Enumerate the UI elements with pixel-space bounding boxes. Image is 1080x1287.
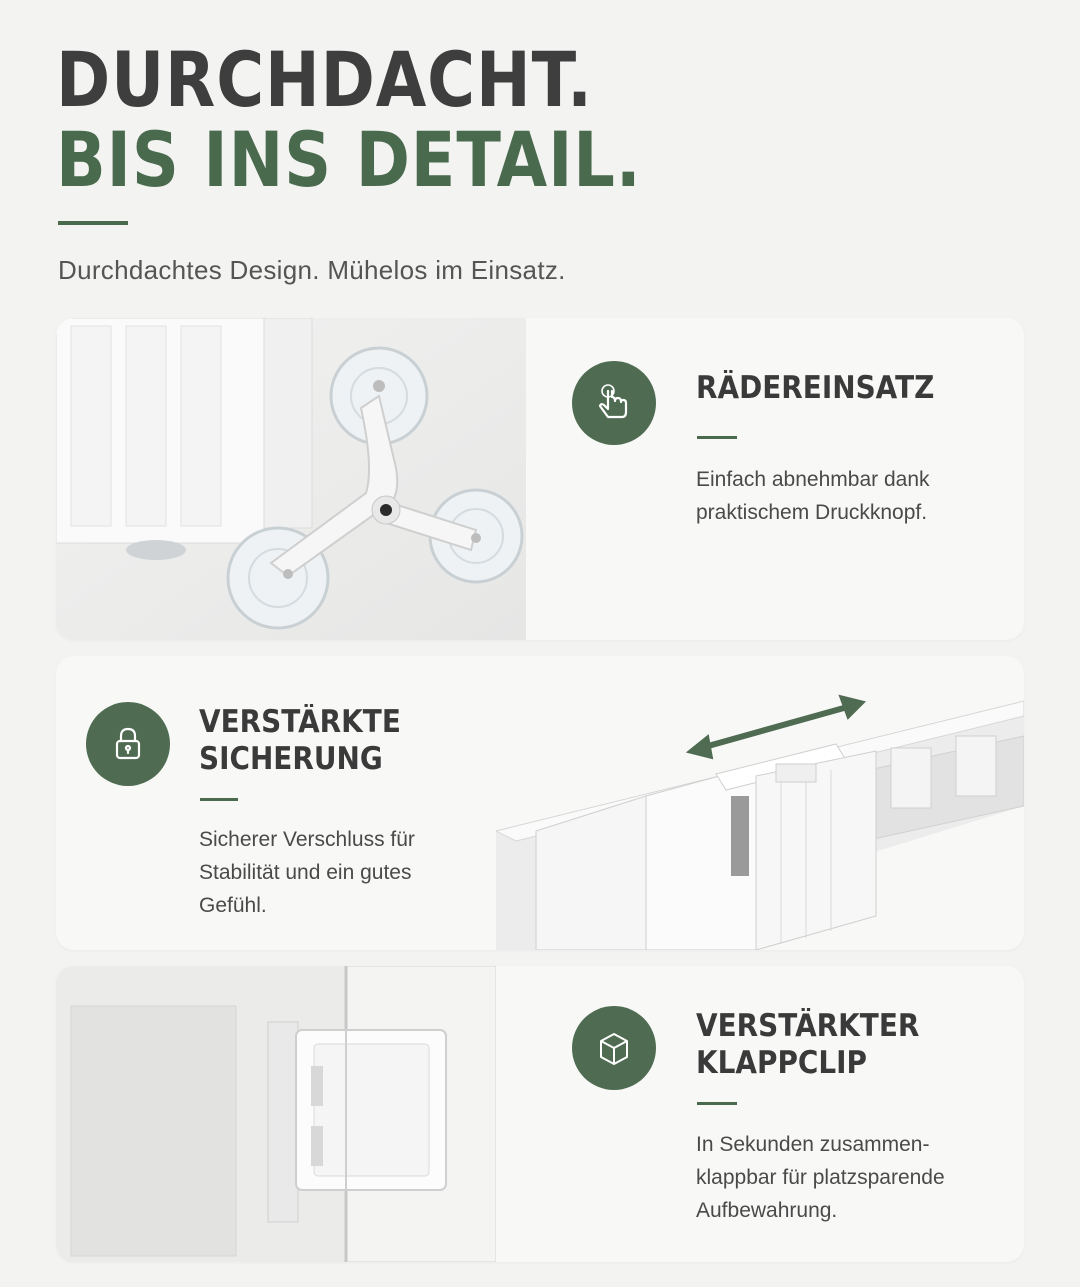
clip-illustration: [56, 966, 496, 1262]
feature-accent-line: [697, 436, 737, 439]
feature-card-clip: [56, 966, 1024, 1262]
desc-line: Einfach abnehmbar dank: [696, 468, 930, 491]
hand-pointer-icon: [572, 361, 656, 445]
feature-desc-lock: [199, 823, 415, 922]
feature-accent-line: [697, 1102, 737, 1105]
header-accent-line: [58, 221, 128, 225]
feature-card-lock: [56, 656, 1024, 950]
desc-line: praktischem Druckknopf.: [696, 501, 928, 524]
feature-desc-wheels: [696, 463, 930, 529]
title-line: VERSTÄRKTE: [199, 704, 401, 740]
lock-photo: [496, 656, 1024, 950]
feature-accent-line: [200, 798, 238, 801]
feature-card-wheels: [56, 318, 1024, 640]
desc-line: Gefühl.: [199, 894, 267, 917]
feature-title-wheels: [696, 370, 934, 407]
desc-line: In Sekunden zusammen-: [696, 1133, 930, 1156]
lock-illustration: [496, 656, 1024, 950]
page-headline: [56, 35, 642, 204]
feature-title-clip: [696, 1008, 919, 1082]
lock-icon: [86, 702, 170, 786]
feature-title-lock: [199, 704, 401, 778]
wheel-illustration: [56, 318, 526, 640]
desc-line: Aufbewahrung.: [696, 1199, 838, 1222]
title-line: VERSTÄRKTER: [696, 1008, 920, 1044]
desc-line: klappbar für platzsparende: [696, 1166, 945, 1189]
cube-icon: [572, 1006, 656, 1090]
title-line: RÄDEREINSATZ: [696, 370, 935, 406]
headline-line-1: DURCHDACHT.: [56, 35, 593, 124]
clip-photo: [56, 966, 496, 1262]
headline-line-2: BIS INS DETAIL.: [56, 115, 642, 204]
title-line: SICHERUNG: [199, 741, 383, 777]
wheel-photo: [56, 318, 526, 640]
desc-line: Stabilität und ein gutes: [199, 861, 412, 884]
title-line: KLAPPCLIP: [696, 1045, 867, 1081]
feature-desc-clip: [696, 1128, 945, 1227]
desc-line: Sicherer Verschluss für: [199, 828, 415, 851]
page-subtitle: Durchdachtes Design. Mühelos im Einsatz.: [58, 255, 566, 285]
